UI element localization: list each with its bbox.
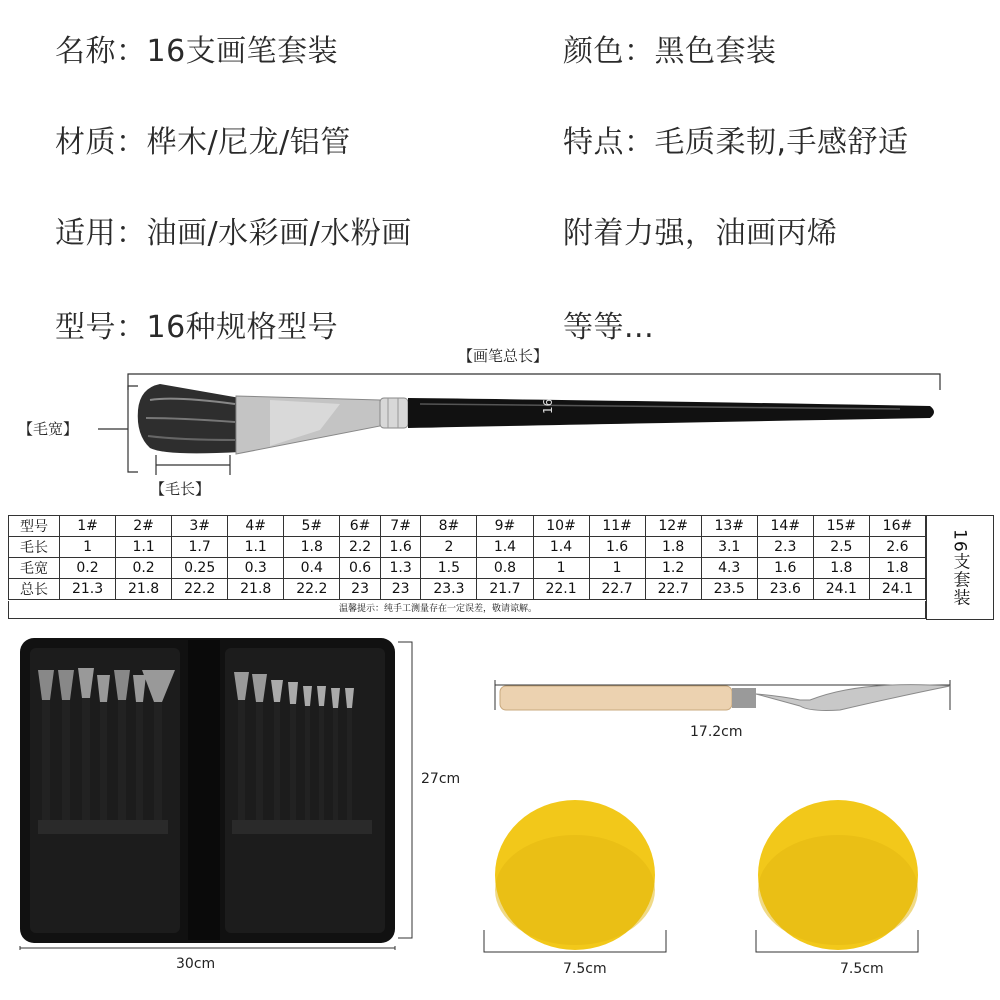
spec-usage: 适用：油画/水彩画/水粉画 [55,216,412,251]
spec-model: 型号：16种规格型号 [55,310,339,345]
table-cell: 1.8 [284,537,340,558]
table-cell: 1.3 [380,558,421,579]
case-height-label: 27cm [421,771,461,787]
table-cell: 1.4 [477,537,533,558]
table-cell: 1.6 [589,537,645,558]
row-label-bristle-length: 毛长 [9,537,60,558]
table-cell: 0.3 [228,558,284,579]
table-cell: 21.7 [477,579,533,600]
table-cell: 3# [172,516,228,537]
table-cell: 0.4 [284,558,340,579]
knife-length-label: 17.2cm [690,724,743,740]
spec-material: 材质：桦木/尼龙/铝管 [55,125,351,160]
sponge2-width-label: 7.5cm [840,961,884,977]
table-cell: 2 [421,537,477,558]
spec-adhesion: 附着力强，油画丙烯 [563,216,838,251]
table-cell: 21.3 [60,579,116,600]
table-cell: 23.5 [701,579,757,600]
table-cell: 7# [380,516,421,537]
table-cell: 0.6 [340,558,381,579]
table-cell: 1# [60,516,116,537]
table-cell: 22.7 [645,579,701,600]
sponge-icon [758,800,918,950]
table-cell: 2.6 [869,537,925,558]
sponge-icon [495,800,655,950]
table-cell: 23 [380,579,421,600]
table-cell: 0.2 [116,558,172,579]
spec-etc: 等等... [563,310,655,345]
table-cell: 1.1 [116,537,172,558]
set-count-cell [926,515,994,620]
table-cell: 22.1 [533,579,589,600]
table-row [9,579,926,600]
table-header-label: 型号 [9,516,60,537]
table-cell: 3.1 [701,537,757,558]
table-cell: 1 [533,558,589,579]
table-cell: 13# [701,516,757,537]
table-cell: 8# [421,516,477,537]
table-cell: 2.5 [813,537,869,558]
table-cell: 21.8 [116,579,172,600]
bristle-width-bracket [128,386,138,472]
table-cell: 1.6 [380,537,421,558]
spec-color: 颜色：黑色套装 [563,34,777,69]
table-cell: 1.8 [645,537,701,558]
bristle-width-label: 【毛宽】 [18,420,79,438]
bristle-length-bracket [156,455,230,475]
case-width-label: 30cm [176,956,216,972]
table-cell: 2.3 [757,537,813,558]
table-cell: 1.6 [757,558,813,579]
table-cell: 0.8 [477,558,533,579]
table-cell: 1.8 [813,558,869,579]
table-cell: 2# [116,516,172,537]
table-cell: 1.2 [645,558,701,579]
row-label-bristle-width: 毛宽 [9,558,60,579]
spec-name: 名称：16支画笔套装 [55,34,339,69]
set-count-label: 16支套装 [949,528,970,607]
sponge1-width-label: 7.5cm [563,961,607,977]
table-cell: 23.6 [757,579,813,600]
table-cell: 15# [813,516,869,537]
table-cell: 1.7 [172,537,228,558]
spec-feature: 特点：毛质柔韧,手感舒适 [563,125,909,160]
table-cell: 23 [340,579,381,600]
table-cell: 12# [645,516,701,537]
table-cell: 10# [533,516,589,537]
palette-knife-illustration [480,660,980,730]
table-cell: 2.2 [340,537,381,558]
table-cell: 22.2 [284,579,340,600]
table-cell: 5# [284,516,340,537]
size-table [8,515,926,600]
table-cell: 16# [869,516,925,537]
table-row [9,558,926,579]
total-length-label: 【画笔总长】 [458,347,549,365]
table-cell: 11# [589,516,645,537]
table-cell: 1 [589,558,645,579]
brush-diagram [0,360,1000,480]
row-label-total-length: 总长 [9,579,60,600]
table-cell: 1.5 [421,558,477,579]
brush-icon [138,384,934,454]
table-cell: 4.3 [701,558,757,579]
table-cell: 14# [757,516,813,537]
table-cell: 6# [340,516,381,537]
table-row [9,537,926,558]
table-cell: 22.2 [172,579,228,600]
table-cell: 21.8 [228,579,284,600]
table-cell: 24.1 [813,579,869,600]
table-cell: 23.3 [421,579,477,600]
table-cell: 4# [228,516,284,537]
sponges-illustration [480,790,960,960]
table-cell: 0.2 [60,558,116,579]
table-cell: 24.1 [869,579,925,600]
table-cell: 1.8 [869,558,925,579]
table-row [9,516,926,537]
table-cell: 1.4 [533,537,589,558]
brush-case-illustration [0,630,480,950]
measurement-note: 温馨提示：纯手工测量存在一定误差，敬请谅解。 [8,601,926,619]
table-cell: 0.25 [172,558,228,579]
table-cell: 1 [60,537,116,558]
table-cell: 22.7 [589,579,645,600]
table-cell: 9# [477,516,533,537]
total-length-bracket [128,374,940,390]
bristle-length-label: 【毛长】 [150,480,211,498]
palette-knife-icon [500,685,950,711]
handle-number: 16 [541,398,555,414]
table-cell: 1.1 [228,537,284,558]
